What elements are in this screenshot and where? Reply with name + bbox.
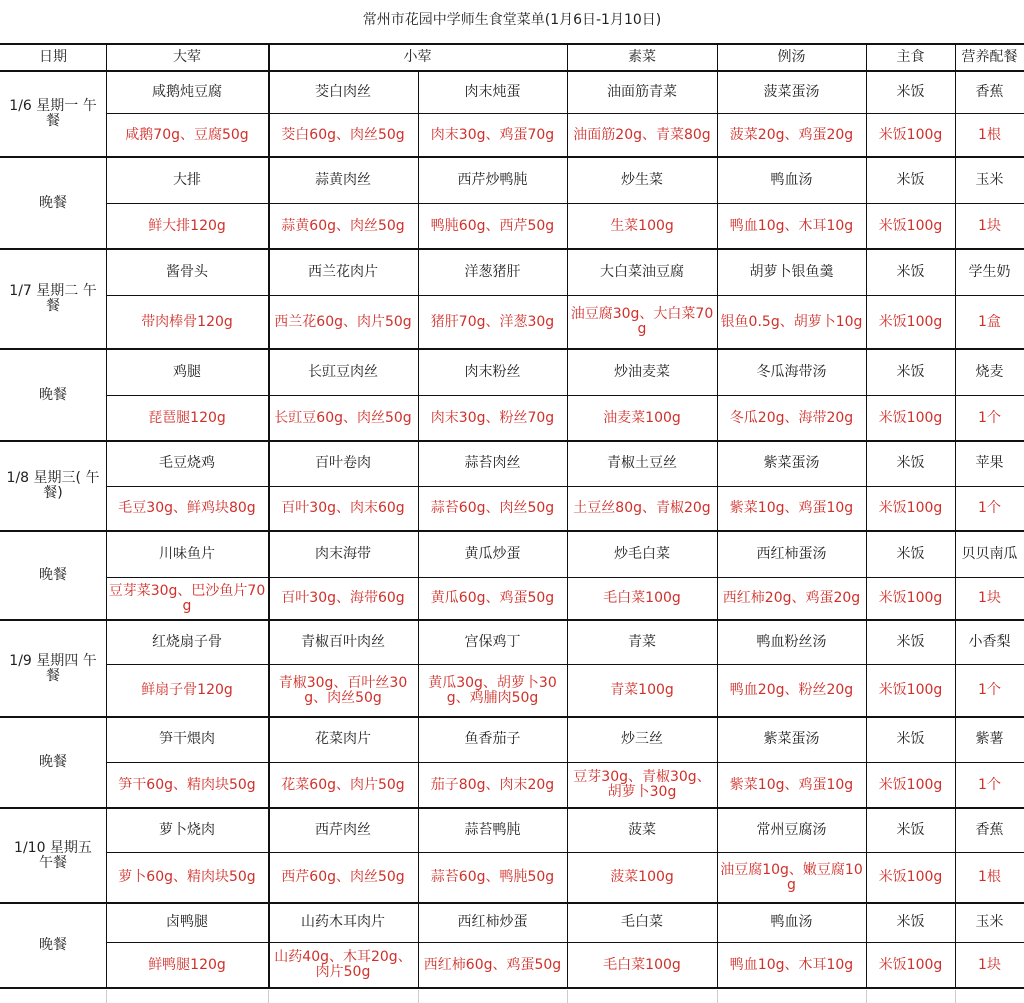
ingredient-side-1: 百叶30g、肉末60g [281,500,405,516]
dish-side-1: 西兰花肉片 [308,263,378,280]
ingredient-side-2: 茄子80g、肉末20g [430,776,555,793]
ingredient-staple: 米饭100g [878,590,943,606]
dish-side-1: 茭白肉丝 [315,83,371,100]
meal-label: 1/9 星期四 午餐 [9,652,97,684]
ingredient-extra: 1个 [978,682,1001,698]
header-side: 小荤 [403,49,432,65]
ingredient-staple: 米饭100g [878,682,943,698]
ingredient-side-2: 肉末30g、粉丝70g [430,409,555,426]
ingredient-extra: 1个 [978,500,1001,516]
dish-staple: 米饭 [896,821,925,838]
dish-main: 大排 [173,171,201,188]
dish-veg: 炒生菜 [621,171,663,188]
ingredient-side-1: 西芹60g、肉丝50g [281,869,405,885]
ingredient-side-2: 猪肝70g、洋葱30g [430,313,555,330]
ingredient-main: 毛豆30g、鲜鸡块80g [118,500,256,516]
dish-main: 酱骨头 [166,263,208,280]
ingredient-extra: 1盒 [978,313,1001,330]
dish-soup: 常州豆腐汤 [756,821,827,838]
ingredient-side-1: 茭白60g、肉丝50g [281,126,405,143]
dish-soup: 胡萝卜银鱼羹 [749,263,834,280]
dish-side-1: 蒜黄肉丝 [315,171,371,188]
dish-extra: 香蕉 [975,821,1004,838]
ingredient-veg: 油麦菜100g [603,409,681,426]
ingredient-staple: 米饭100g [878,217,943,234]
header-date: 日期 [39,49,67,65]
ingredient-staple: 米饭100g [878,956,943,973]
ingredient-veg: 毛白菜100g [603,956,681,973]
meal-label: 1/7 星期二 午餐 [9,283,97,314]
dish-staple: 米饭 [896,545,925,562]
dish-side-2: 蒜苔肉丝 [464,455,521,471]
dish-extra: 小香梨 [968,633,1011,650]
ingredient-soup: 冬瓜20g、海带20g [729,409,854,426]
ingredient-staple: 米饭100g [878,776,943,793]
dish-extra: 玉米 [975,171,1004,188]
ingredient-side-2: 黄瓜30g、胡萝卜30g、鸡脯肉50g [428,674,557,706]
ingredient-main: 鲜扇子骨120g [141,682,233,698]
dish-veg: 油面筋青菜 [607,83,677,100]
ingredient-staple: 米饭100g [878,313,943,330]
trailing-border [106,990,107,1003]
trailing-border [418,990,419,1003]
dish-staple: 米饭 [896,914,925,930]
meal-label: 1/6 星期一 午餐 [9,98,97,129]
ingredient-side-1: 花菜60g、肉片50g [281,776,405,793]
ingredient-extra: 1块 [978,217,1001,234]
dish-veg: 青菜 [628,633,656,650]
dish-staple: 米饭 [896,633,925,650]
ingredient-main: 鲜鸭腿120g [148,956,226,973]
dish-side-1: 青椒百叶肉丝 [301,633,385,650]
dish-main: 笋干煨肉 [159,731,215,747]
dish-soup: 鸭血粉丝汤 [756,633,827,650]
meal-label: 晚餐 [39,937,67,953]
ingredient-staple: 米饭100g [878,409,943,426]
header-soup: 例汤 [777,49,806,65]
ingredient-main: 笋干60g、精肉块50g [118,776,256,793]
dish-staple: 米饭 [896,455,925,471]
ingredient-extra: 1块 [978,956,1001,973]
meal-label: 晚餐 [39,754,67,770]
header-staple: 主食 [896,49,925,65]
ingredient-soup: 菠菜20g、鸡蛋20g [729,126,854,143]
dish-side-1: 肉末海带 [315,545,371,562]
trailing-border [717,990,718,1003]
ingredient-veg: 油面筋20g、青菜80g [573,126,711,143]
ingredient-side-2: 西红柿60g、鸡蛋50g [423,956,562,973]
dish-side-2: 宫保鸡丁 [464,633,521,650]
ingredient-soup: 鸭血20g、粉丝20g [729,682,854,698]
dish-side-1: 西芹肉丝 [315,821,371,838]
ingredient-soup: 紫菜10g、鸡蛋10g [729,500,854,516]
ingredient-extra: 1根 [978,869,1001,885]
ingredient-soup: 鸭血10g、木耳10g [729,217,854,234]
dish-main: 鸡腿 [173,363,201,380]
dish-staple: 米饭 [896,83,925,100]
trailing-border [567,990,568,1003]
dish-side-2: 鱼香茄子 [464,731,521,747]
dish-veg: 炒毛白菜 [614,545,670,562]
dish-veg: 毛白菜 [621,914,663,930]
dish-soup: 西红柿蛋汤 [756,545,827,562]
ingredient-veg: 油豆腐30g、大白菜70g [570,306,714,337]
meal-label: 1/10 星期五 午餐 [14,839,92,871]
meal-label: 1/8 星期三( 午餐) [6,470,100,501]
dish-soup: 菠菜蛋汤 [763,83,820,100]
ingredient-veg: 青菜100g [610,682,674,698]
trailing-border [955,990,956,1003]
dish-veg: 菠菜 [628,821,656,838]
meal-label: 晚餐 [39,194,67,211]
dish-staple: 米饭 [896,171,925,188]
ingredient-main: 萝卜60g、精肉块50g [118,869,256,885]
dish-soup: 紫菜蛋汤 [763,455,820,471]
ingredient-veg: 菠菜100g [610,869,674,885]
dish-side-1: 长豇豆肉丝 [308,363,378,380]
ingredient-side-1: 山药40g、木耳20g、肉片50g [274,949,412,980]
ingredient-veg: 生菜100g [610,217,674,234]
ingredient-side-1: 青椒30g、百叶丝30g、肉丝50g [278,674,408,706]
ingredient-extra: 1根 [978,126,1001,143]
dish-veg: 青椒土豆丝 [607,455,677,471]
ingredient-side-2: 肉末30g、鸡蛋70g [430,126,555,143]
ingredient-extra: 1块 [978,590,1001,606]
dish-extra: 玉米 [975,914,1004,930]
ingredient-veg: 豆芽30g、青椒30g、胡萝卜30g [573,769,711,800]
ingredient-extra: 1个 [978,409,1001,426]
dish-staple: 米饭 [896,731,925,747]
ingredient-soup: 紫菜10g、鸡蛋10g [729,776,854,793]
dish-soup: 紫菜蛋汤 [763,731,820,747]
dish-staple: 米饭 [896,263,925,280]
dish-main: 红烧扇子骨 [152,633,222,650]
dish-side-2: 洋葱猪肝 [464,263,521,280]
ingredient-side-1: 蒜黄60g、肉丝50g [281,217,405,234]
trailing-border [268,990,269,1003]
header-main: 大荤 [173,49,201,65]
ingredient-veg: 土豆丝80g、青椒20g [573,500,711,516]
dish-main: 萝卜烧肉 [159,821,215,838]
dish-side-2: 肉末炖蛋 [464,83,521,100]
dish-soup: 鸭血汤 [770,914,813,930]
ingredient-soup: 鸭血10g、木耳10g [729,956,854,973]
dish-main: 卤鸭腿 [166,914,208,930]
dish-side-1: 花菜肉片 [315,731,371,747]
dish-extra: 学生奶 [968,263,1011,280]
dish-extra: 紫薯 [975,731,1004,747]
dish-veg: 大白菜油豆腐 [600,263,684,280]
dish-side-1: 山药木耳肉片 [301,914,385,930]
dish-main: 川味鱼片 [159,545,215,562]
ingredient-side-1: 西兰花60g、肉片50g [274,313,412,330]
dish-extra: 香蕉 [975,83,1004,100]
ingredient-main: 鲜大排120g [148,217,226,234]
dish-extra: 苹果 [975,455,1004,471]
ingredient-side-2: 黄瓜60g、鸡蛋50g [430,590,555,606]
dish-side-2: 黄瓜炒蛋 [464,545,521,562]
dish-main: 咸鹅炖豆腐 [152,83,222,100]
dish-main: 毛豆烧鸡 [159,455,215,471]
ingredient-staple: 米饭100g [878,869,943,885]
header-extra: 营养配餐 [961,49,1018,65]
dish-side-2: 蒜苔鸭肫 [464,821,521,838]
dish-veg: 炒三丝 [621,731,663,747]
ingredient-side-2: 鸭肫60g、西芹50g [430,217,555,234]
ingredient-main: 豆芽菜30g、巴沙鱼片70g [108,582,266,614]
ingredient-veg: 毛白菜100g [603,590,681,606]
dish-side-1: 百叶卷肉 [315,455,371,471]
ingredient-staple: 米饭100g [878,126,943,143]
ingredient-soup: 银鱼0.5g、胡萝卜10g [720,313,863,330]
dish-side-2: 肉末粉丝 [464,363,521,380]
dish-staple: 米饭 [896,363,925,380]
ingredient-soup: 西红柿20g、鸡蛋20g [722,590,861,606]
dish-side-2: 西红柿炒蛋 [457,914,528,930]
dish-extra: 贝贝南瓜 [961,545,1018,562]
ingredient-main: 带肉棒骨120g [141,313,233,330]
ingredient-side-1: 长豇豆60g、肉丝50g [274,409,412,426]
dish-veg: 炒油麦菜 [614,363,670,380]
dish-soup: 冬瓜海带汤 [756,363,827,380]
ingredient-side-2: 蒜苔60g、肉丝50g [430,500,555,516]
ingredient-main: 琵琶腿120g [148,409,226,426]
ingredient-side-2: 蒜苔60g、鸭肫50g [430,869,555,885]
ingredient-main: 咸鹅70g、豆腐50g [125,126,249,143]
dish-extra: 烧麦 [975,363,1004,380]
ingredient-side-1: 百叶30g、海带60g [281,590,405,606]
page-title: 常州市花园中学师生食堂菜单(1月6日-1月10日) [362,12,662,28]
trailing-border [866,990,867,1003]
meal-label: 晚餐 [39,567,67,583]
dish-side-2: 西芹炒鸭肫 [457,171,528,188]
meal-label: 晚餐 [39,386,67,403]
ingredient-staple: 米饭100g [878,500,943,516]
ingredient-extra: 1个 [978,776,1001,793]
ingredient-soup: 油豆腐10g、嫩豆腐10g [720,861,863,893]
header-veg: 素菜 [628,49,656,65]
dish-soup: 鸭血汤 [770,171,813,188]
